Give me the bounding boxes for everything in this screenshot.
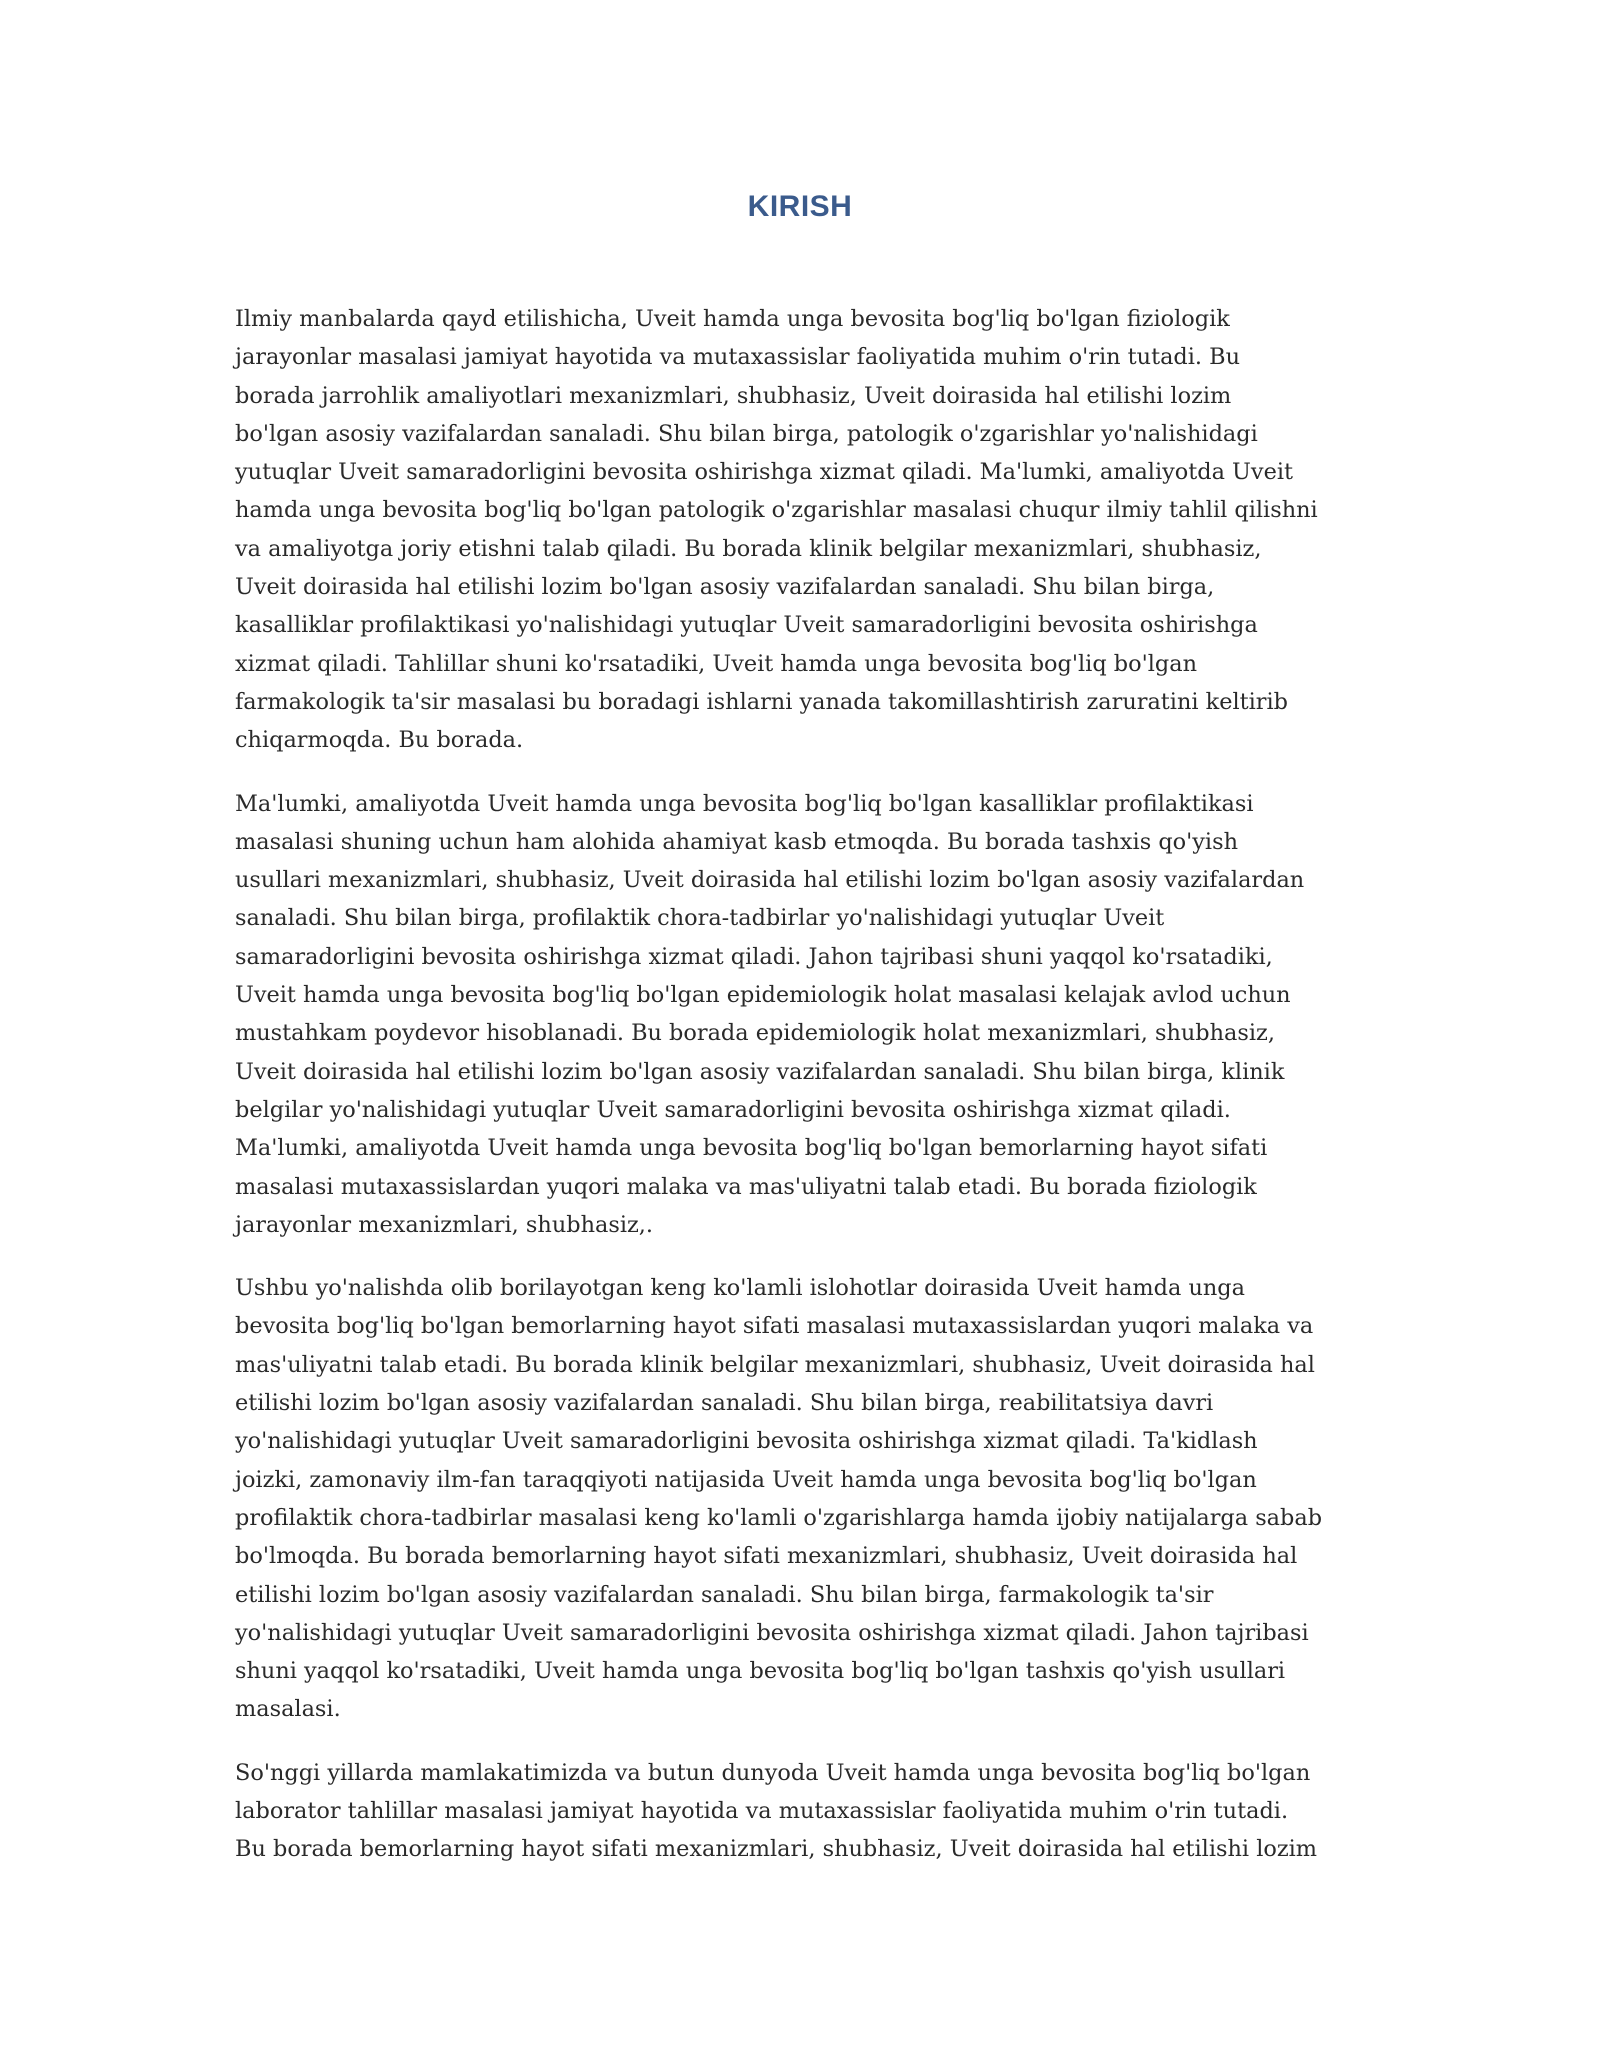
text-line: So'nggi yillarda mamlakatimizda va butun dunyoda Uveit hamda unga bevosita bog'liq bo'lgan [235,1759,1311,1786]
text-line: shuni yaqqol ko'rsatadiki, Uveit hamda unga bevosita bog'liq bo'lgan tashxis qo'yish usullari [235,1658,1286,1685]
text-line: borada jarrohlik amaliyotlari mexanizmlari, shubhasiz, Uveit doirasida hal etilishi lozim [235,382,1232,409]
text-line: bo'lmoqda. Bu borada bemorlarning hayot sifati mexanizmlari, shubhasiz, Uveit doirasida hal [235,1543,1298,1570]
text-line: chiqarmoqda. Bu borada. [235,727,524,754]
text-line: va amaliyotga joriy etishni talab qiladi. Bu borada klinik belgilar mexanizmlari, shubhasiz, [235,535,1262,562]
text-line: Uveit doirasida hal etilishi lozim bo'lgan asosiy vazifalardan sanaladi. Shu bilan birga, [235,574,1215,601]
text-line: Ilmiy manbalarda qayd etilishicha, Uveit hamda unga bevosita bog'liq bo'lgan fiziologik [235,306,1230,332]
text-line: usullari mexanizmlari, shubhasiz, Uveit doirasida hal etilishi lozim bo'lgan asosiy vazifalardan [235,867,1305,894]
text-line: laborator tahlillar masalasi jamiyat hayotida va mutaxassislar faoliyatida muhim o'rin tutadi. [235,1797,1289,1824]
text-line: bevosita bog'liq bo'lgan bemorlarning hayot sifati masalasi mutaxassislardan yuqori malaka va [235,1313,1314,1340]
text-line: yo'nalishidagi yutuqlar Uveit samaradorligini bevosita oshirishga xizmat qiladi. Jahon tajribasi [235,1619,1309,1646]
paragraph-4 [235,1754,1367,1869]
text-line: sanaladi. Shu bilan birga, profilaktik chora-tadbirlar yo'nalishidagi yutuqlar Uveit [235,905,1165,932]
text-line: jarayonlar mexanizmlari, shubhasiz,. [235,1211,654,1238]
text-line: joizki, zamonaviy ilm-fan taraqqiyoti natijasida Uveit hamda unga bevosita bog'liq bo'lgan [235,1466,1257,1493]
text-line: etilishi lozim bo'lgan asosiy vazifalardan sanaladi. Shu bilan birga, reabilitatsiya davri [235,1390,1214,1417]
text-line: belgilar yo'nalishidagi yutuqlar Uveit samaradorligini bevosita oshirishga xizmat qiladi. [235,1096,1231,1123]
text-line: Uveit hamda unga bevosita bog'liq bo'lgan epidemiologik holat masalasi kelajak avlod uchun [235,982,1291,1009]
text-line: Ushbu yo'nalishda olib borilayotgan keng ko'lamli islohotlar doirasida Uveit hamda unga [235,1275,1245,1302]
text-line: mas'uliyatni talab etadi. Bu borada klinik belgilar mexanizmlari, shubhasiz, Uveit doirasida hal [235,1351,1315,1378]
text-line: masalasi shuning uchun ham alohida ahamiyat kasb etmoqda. Bu borada tashxis qo'yish [235,828,1239,855]
paragraph-2 [235,785,1367,1245]
text-line: Ma'lumki, amaliyotda Uveit hamda unga bevosita bog'liq bo'lgan bemorlarning hayot sifati [235,1135,1268,1162]
text-line: Bu borada bemorlarning hayot sifati mexanizmlari, shubhasiz, Uveit doirasida hal etilishi lozim [235,1836,1318,1863]
paragraph-3 [235,1269,1367,1729]
text-line: yutuqlar Uveit samaradorligini bevosita oshirishga xizmat qiladi. Ma'lumki, amaliyotda Uveit [235,459,1293,486]
text-line: masalasi mutaxassislardan yuqori malaka va mas'uliyatni talab etadi. Bu borada fiziologik [235,1173,1257,1200]
paragraph-1 [235,300,1367,760]
text-line: kasalliklar profilaktikasi yo'nalishidagi yutuqlar Uveit samaradorligini bevosita oshirishga [235,612,1258,639]
text-line: samaradorligini bevosita oshirishga xizmat qiladi. Jahon tajribasi shuni yaqqol ko'rsatadiki, [235,943,1273,970]
text-line: Uveit doirasida hal etilishi lozim bo'lgan asosiy vazifalardan sanaladi. Shu bilan birga, klinik [235,1058,1285,1085]
text-line: bo'lgan asosiy vazifalardan sanaladi. Shu bilan birga, patologik o'zgarishlar yo'nalishidagi [235,420,1258,447]
text-line: farmakologik ta'sir masalasi bu boradagi ishlarni yanada takomillashtirish zaruratini keltirib [235,688,1288,715]
text-line: masalasi. [235,1696,341,1723]
text-line: mustahkam poydevor hisoblanadi. Bu borada epidemiologik holat mexanizmlari, shubhasiz, [235,1020,1275,1047]
text-line: profilaktik chora-tadbirlar masalasi keng ko'lamli o'zgarishlarga hamda ijobiy natijalarga sabab [235,1504,1323,1531]
text-line: xizmat qiladi. Tahlillar shuni ko'rsatadiki, Uveit hamda unga bevosita bog'liq bo'lgan [235,650,1197,677]
text-line: Ma'lumki, amaliyotda Uveit hamda unga bevosita bog'liq bo'lgan kasalliklar profilaktikasi [235,790,1254,817]
text-line: etilishi lozim bo'lgan asosiy vazifalardan sanaladi. Shu bilan birga, farmakologik ta'sir [235,1581,1214,1608]
text-line: hamda unga bevosita bog'liq bo'lgan patologik o'zgarishlar masalasi chuqur ilmiy tahlil qilishni [235,497,1318,524]
text-line: yo'nalishidagi yutuqlar Uveit samaradorligini bevosita oshirishga xizmat qiladi. Ta'kidlash [235,1428,1258,1455]
text-line: jarayonlar masalasi jamiyat hayotida va mutaxassislar faoliyatida muhim o'rin tutadi. Bu [235,344,1241,371]
section-heading: KIRISH [747,190,853,223]
document-body [235,300,1367,1894]
